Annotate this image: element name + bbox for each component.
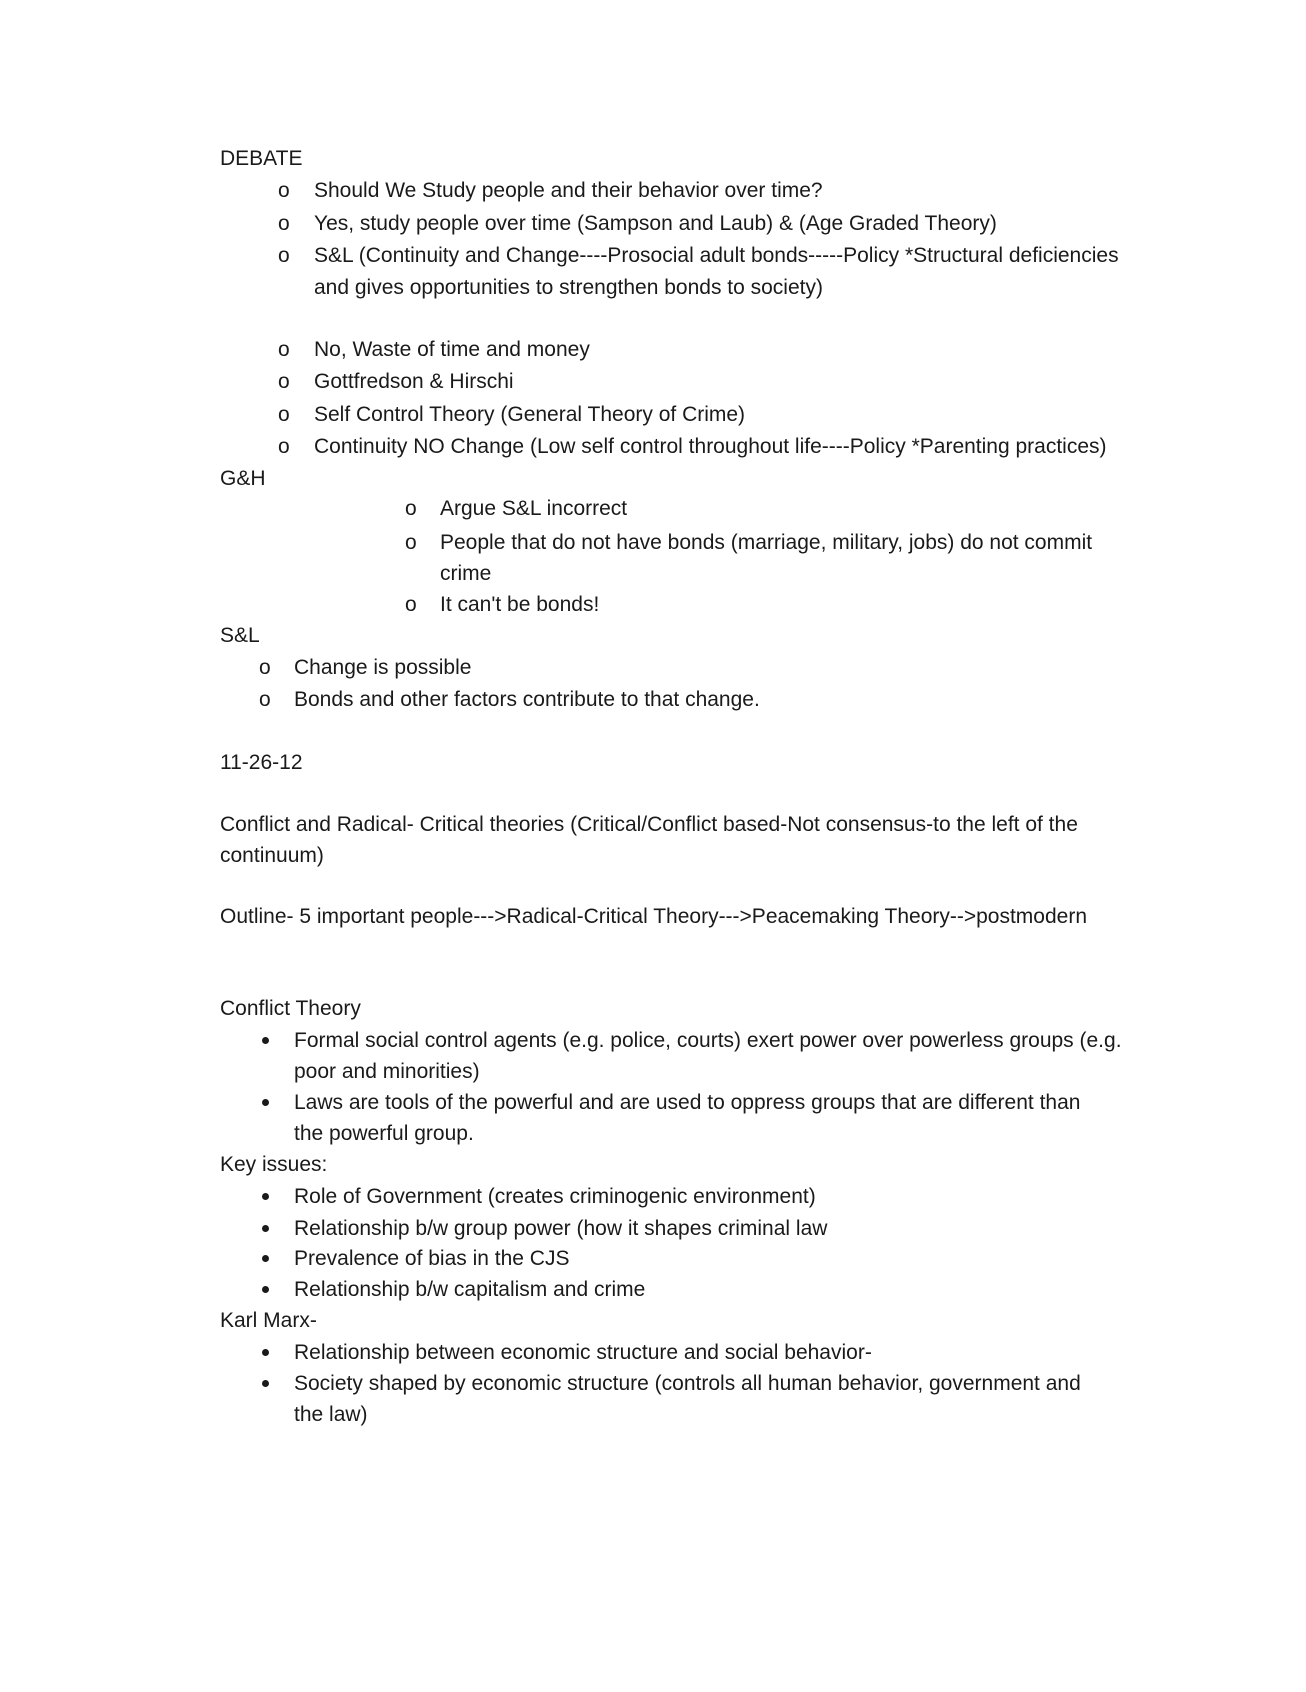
conflict-item-continuation: the powerful group.: [294, 1122, 474, 1145]
marx-item: Society shaped by economic structure (controls all human behavior, government and: [294, 1372, 1081, 1395]
bullet-dot: [262, 1380, 269, 1387]
sl-item: Change is possible: [294, 656, 472, 679]
marx-heading: Karl Marx-: [220, 1309, 317, 1332]
bullet-dot: [262, 1037, 269, 1044]
conflict-item: Laws are tools of the powerful and are used to oppress groups that are different than: [294, 1091, 1081, 1114]
o-bullet: o: [405, 593, 417, 616]
key-issues-heading: Key issues:: [220, 1153, 328, 1176]
debate-item: Should We Study people and their behavior over time?: [314, 179, 823, 202]
key-issue-item: Relationship b/w capitalism and crime: [294, 1278, 646, 1301]
conflict-heading: Conflict Theory: [220, 997, 361, 1020]
debate-item: Gottfredson & Hirschi: [314, 370, 514, 393]
o-bullet: o: [259, 656, 271, 679]
gh-heading: G&H: [220, 467, 266, 490]
o-bullet: o: [405, 531, 417, 554]
gh-item-continuation: crime: [440, 562, 492, 585]
bullet-dot: [262, 1255, 269, 1262]
bullet-dot: [262, 1193, 269, 1200]
o-bullet: o: [278, 338, 290, 361]
bullet-dot: [262, 1349, 269, 1356]
o-bullet: o: [278, 435, 290, 458]
o-bullet: o: [278, 179, 290, 202]
marx-item: Relationship between economic structure and social behavior-: [294, 1341, 872, 1364]
conflict-item-continuation: poor and minorities): [294, 1060, 480, 1083]
key-issue-item: Role of Government (creates criminogenic environment): [294, 1185, 816, 1208]
gh-item: It can't be bonds!: [440, 593, 600, 616]
conflict-item: Formal social control agents (e.g. police, courts) exert power over powerless groups (e.g.: [294, 1029, 1122, 1052]
o-bullet: o: [278, 212, 290, 235]
o-bullet: o: [405, 497, 417, 520]
debate-item: Self Control Theory (General Theory of Crime): [314, 403, 746, 426]
debate-item: No, Waste of time and money: [314, 338, 590, 361]
sl-item: Bonds and other factors contribute to that change.: [294, 688, 760, 711]
debate-heading: DEBATE: [220, 147, 303, 170]
o-bullet: o: [278, 370, 290, 393]
gh-item: People that do not have bonds (marriage, military, jobs) do not commit: [440, 531, 1093, 554]
o-bullet: o: [259, 688, 271, 711]
bullet-dot: [262, 1225, 269, 1232]
bullet-dot: [262, 1286, 269, 1293]
debate-item: S&L (Continuity and Change----Prosocial adult bonds-----Policy *Structural deficiencies: [314, 244, 1119, 267]
bullet-dot: [262, 1099, 269, 1106]
o-bullet: o: [278, 244, 290, 267]
date-heading: 11-26-12: [220, 751, 303, 774]
outline-line: Outline- 5 important people--->Radical-Critical Theory--->Peacemaking Theory-->postmodern: [220, 905, 1088, 928]
intro-line: Conflict and Radical- Critical theories (Critical/Conflict based-Not consensus-to the left of the: [220, 813, 1078, 836]
debate-item: Continuity NO Change (Low self control throughout life----Policy *Parenting practices): [314, 435, 1107, 458]
sl-heading: S&L: [220, 624, 260, 647]
marx-item-continuation: the law): [294, 1403, 368, 1426]
debate-item: Yes, study people over time (Sampson and Laub) & (Age Graded Theory): [314, 212, 997, 235]
intro-line-continuation: continuum): [220, 844, 324, 867]
key-issue-item: Relationship b/w group power (how it shapes criminal law: [294, 1217, 828, 1240]
key-issue-item: Prevalence of bias in the CJS: [294, 1247, 570, 1270]
o-bullet: o: [278, 403, 290, 426]
gh-item: Argue S&L incorrect: [440, 497, 628, 520]
debate-item-continuation: and gives opportunities to strengthen bonds to society): [314, 276, 823, 299]
